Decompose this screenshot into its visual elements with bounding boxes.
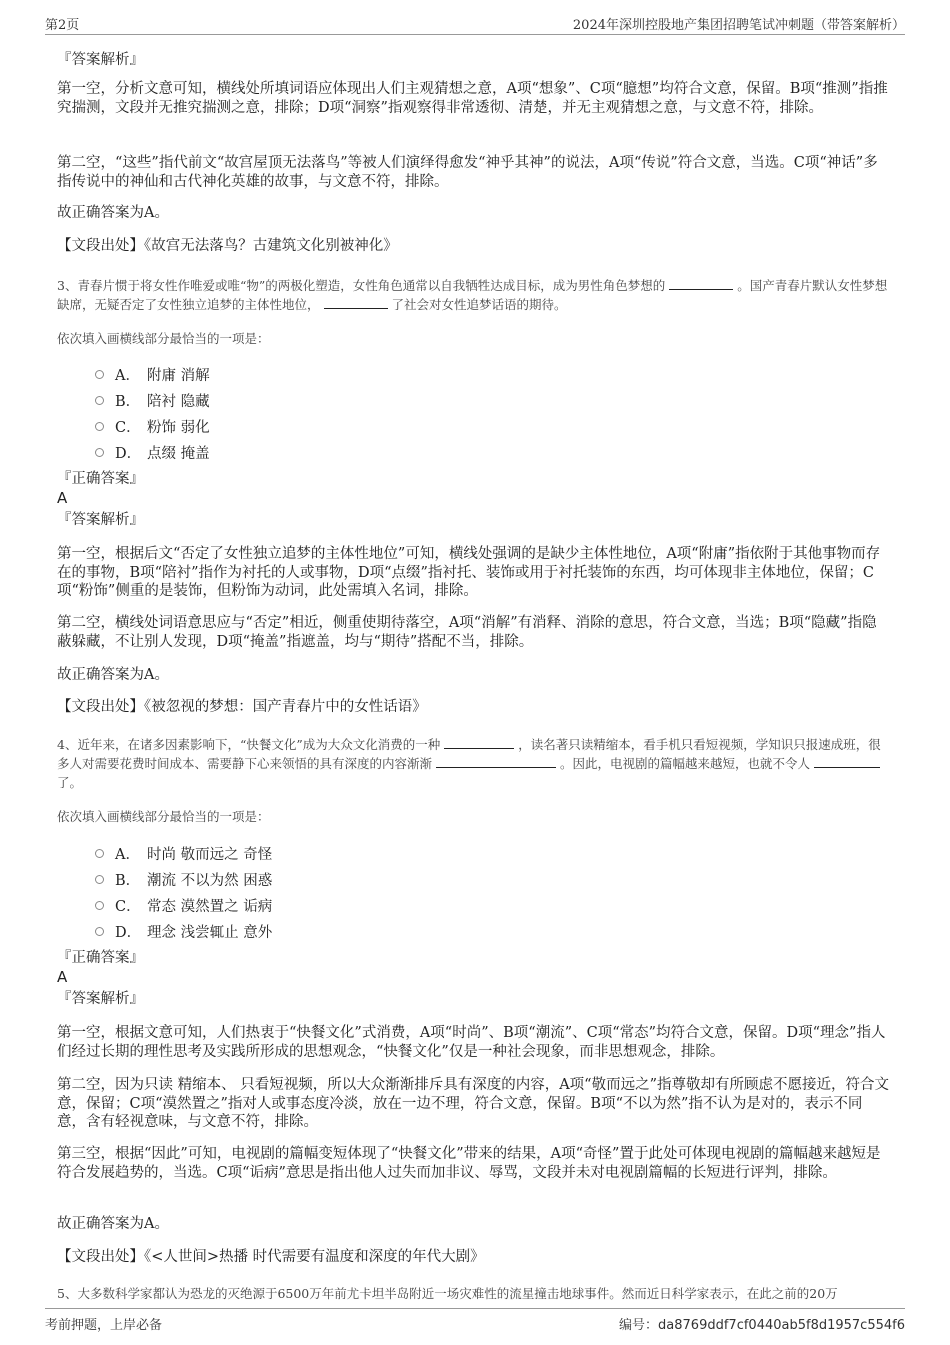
option-key: C． — [115, 419, 141, 436]
analysis-label: 『答案解析』 — [57, 52, 144, 68]
option-c[interactable] — [95, 413, 210, 439]
radio-circle-icon[interactable] — [95, 849, 104, 858]
question-4-options — [95, 840, 272, 944]
correct-answer-label: 『正确答案』 — [57, 950, 144, 966]
analysis-paragraph: 第三空，根据“因此”可知，电视剧的篇幅变短体现了“快餐文化”带来的结果，A项“奇怪”置于此处可体现电视剧的篇幅越来越短是符合发展趋势的，当选。C项“诟病”意思是指出他人过失而加非议、辱骂，文段并未对电视剧篇幅的长短进行评判，排除。 — [57, 1146, 881, 1181]
analysis-paragraph: 第二空，因为只读 精缩本、 只看短视频，所以大众渐渐排斥具有深度的内容，A项“敬而远之”指尊敬却有所顾虑不愿接近，符合文意，保留；C项“漠然置之”指对人或事态度冷淡，放在一边不理，符合文意，保留。B项“不以为然”指不认为是对的，表示不同意，含有轻视意味，与文意不符，排除。 — [57, 1077, 890, 1130]
source-citation: 【文段出处】《<人世间>热播 时代需要有温度和深度的年代大剧》 — [57, 1249, 485, 1265]
question-text: 了社会对女性追梦话语的期待。 — [391, 297, 567, 312]
question-text: ，读名著只读精缩本，看手机只看短视频，学知识只报速成班，很多人对需要花费时间成本、需要静下心来领悟的具有深度的内容渐渐 — [57, 737, 881, 771]
question-text: 了。 — [57, 775, 83, 790]
answer-blank — [324, 296, 388, 309]
option-b[interactable] — [95, 387, 210, 413]
question-text: 。因此，电视剧的篇幅越来越短，也就不令人 — [559, 756, 810, 771]
page-number: 第2页 — [45, 18, 80, 33]
analysis-paragraph: 第一空，根据文意可知，人们热衷于“快餐文化”式消费，A项“时尚”、B项“潮流”、C项“常态”均符合文意，保留。D项“理念”指人们经过长期的理性思考及实践所形成的思想观念，“快餐文化”仅是一种社会现象，而非思想观念，排除。 — [57, 1025, 886, 1060]
option-text: 附庸 消解 — [147, 367, 210, 384]
conclusion: 故正确答案为A。 — [57, 667, 169, 683]
page-header — [45, 12, 905, 35]
document-code-label: 编号： — [619, 1318, 659, 1333]
answer-blank — [814, 755, 880, 768]
document-code-value: da8769ddf7cf0440ab5f8d1957c554f6 — [658, 1318, 905, 1333]
question-3-options — [95, 361, 210, 465]
option-key: B． — [115, 872, 141, 889]
document-title: 2024年深圳控股地产集团招聘笔试冲刺题（带答案解析） — [572, 18, 905, 33]
analysis-label: 『答案解析』 — [57, 991, 144, 1007]
option-text: 理念 浅尝辄止 意外 — [147, 924, 273, 941]
option-key: D． — [115, 445, 142, 462]
option-key: D． — [115, 924, 142, 941]
question-hint: 依次填入画横线部分最恰当的一项是： — [57, 331, 270, 346]
option-key: A． — [115, 367, 140, 384]
analysis-paragraph: 第二空，“这些”指代前文“故宫屋顶无法落鸟”等被人们演绎得愈发“神乎其神”的说法，A项“传说”符合文意，当选。C项“神话”多指传说中的神仙和古代神化英雄的故事，与文意不符，排除。 — [57, 155, 878, 190]
radio-circle-icon[interactable] — [95, 422, 104, 431]
source-citation: 【文段出处】《被忽视的梦想：国产青春片中的女性话语》 — [57, 699, 427, 715]
document-code — [619, 1314, 905, 1333]
correct-answer: A — [57, 968, 68, 986]
page-footer — [45, 1308, 905, 1331]
option-d[interactable] — [95, 439, 210, 465]
source-citation: 【文段出处】《故宫无法落鸟？古建筑文化别被神化》 — [57, 238, 398, 254]
radio-circle-icon[interactable] — [95, 901, 104, 910]
option-text: 常态 漠然置之 诟病 — [147, 898, 273, 915]
option-text: 陪衬 隐藏 — [147, 393, 210, 410]
analysis-paragraph: 第一空，根据后文“否定了女性独立追梦的主体性地位”可知，横线处强调的是缺少主体性地位，A项“附庸”指依附于其他事物而存在的事物，B项“陪衬”指作为衬托的人或事物，D项“点缀”指衬托、装饰或用于衬托装饰的东西，均可体现非主体地位，保留；C项“粉饰”侧重的是装饰，但粉饰为动词，此处需填入名词，排除。 — [57, 546, 881, 599]
option-text: 潮流 不以为然 困惑 — [147, 872, 273, 889]
option-a[interactable] — [95, 840, 272, 866]
option-key: A． — [115, 846, 140, 863]
option-a[interactable] — [95, 361, 210, 387]
conclusion: 故正确答案为A。 — [57, 1216, 169, 1232]
radio-circle-icon[interactable] — [95, 875, 104, 884]
question-4-stem — [57, 735, 890, 792]
correct-answer-label: 『正确答案』 — [57, 471, 144, 487]
question-text: 3、青春片惯于将女性作唯爱或唯“物”的两极化塑造，女性角色通常以自我牺牲达成目标，成为男性角色梦想的 — [57, 278, 666, 293]
option-c[interactable] — [95, 892, 272, 918]
question-text: 4、近年来，在诸多因素影响下，“快餐文化”成为大众文化消费的一种 — [57, 737, 441, 752]
option-text: 时尚 敬而远之 奇怪 — [147, 846, 273, 863]
question-text: 。国产青春片默认女性梦想缺席，无疑否定了女性独立追梦的主体性地位， — [57, 278, 888, 312]
option-key: B． — [115, 393, 141, 410]
answer-blank — [444, 736, 514, 749]
question-5-stem: 5、大多数科学家都认为恐龙的灭绝源于6500万年前尤卡坦半岛附近一场灾难性的流星撞击地球事件。然而近日科学家表示，在此之前的20万 — [57, 1286, 838, 1301]
analysis-paragraph: 第一空，分析文意可知，横线处所填词语应体现出人们主观猜想之意，A项“想象”、C项“臆想”均符合文意，保留。B项“推测”指推究揣测，文段并无推究揣测之意，排除；D项“洞察”指观察得非常透彻、清楚，并无主观猜想之意，与文意不符，排除。 — [57, 81, 888, 116]
conclusion: 故正确答案为A。 — [57, 205, 169, 221]
option-text: 粉饰 弱化 — [147, 419, 210, 436]
answer-blank — [436, 755, 556, 768]
option-key: C． — [115, 898, 141, 915]
question-3-stem — [57, 276, 890, 314]
footer-slogan: 考前押题，上岸必备 — [45, 1318, 163, 1333]
answer-blank — [669, 277, 733, 290]
option-d[interactable] — [95, 918, 272, 944]
correct-answer: A — [57, 489, 68, 507]
analysis-label: 『答案解析』 — [57, 512, 144, 528]
radio-circle-icon[interactable] — [95, 370, 104, 379]
analysis-paragraph: 第二空，横线处词语意思应与“否定”相近，侧重使期待落空，A项“消解”有消释、消除的意思，符合文意，当选；B项“隐藏”指隐蔽躲藏，不让别人发现，D项“掩盖”指遮盖，均与“期待”搭配不当，排除。 — [57, 615, 877, 650]
option-b[interactable] — [95, 866, 272, 892]
radio-circle-icon[interactable] — [95, 448, 104, 457]
option-text: 点缀 掩盖 — [147, 445, 210, 462]
radio-circle-icon[interactable] — [95, 927, 104, 936]
question-hint: 依次填入画横线部分最恰当的一项是： — [57, 809, 270, 824]
radio-circle-icon[interactable] — [95, 396, 104, 405]
